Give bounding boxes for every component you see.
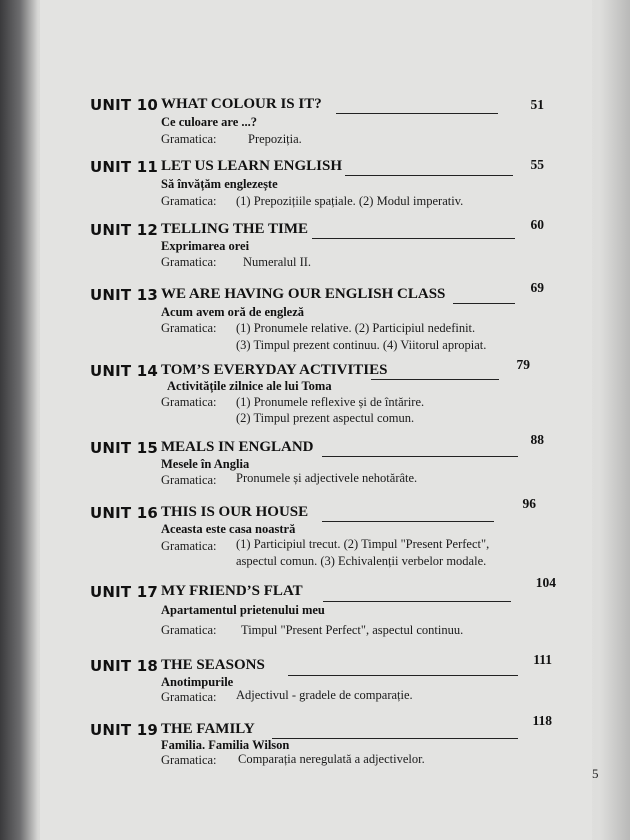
page-number: 79 <box>516 357 530 372</box>
unit-subtitle: Acum avem oră de engleză <box>161 305 305 319</box>
grammar-label: Gramatica: <box>161 132 217 146</box>
unit-number: UNIT 19 <box>90 721 159 739</box>
dot-leader <box>323 601 511 602</box>
grammar-topic: Comparația neregulată a adjectivelor. <box>238 752 425 766</box>
unit-title: THE FAMILY <box>161 721 255 737</box>
grammar-topic: Timpul "Present Perfect", aspectul continuu. <box>241 623 464 637</box>
grammar-label: Gramatica: <box>161 623 217 637</box>
grammar-label: Gramatica: <box>161 753 217 767</box>
grammar-label: Gramatica: <box>161 194 217 208</box>
grammar-label: Gramatica: <box>161 690 217 704</box>
grammar-label: Gramatica: <box>161 255 217 269</box>
grammar-topic: Pronumele și adjectivele nehotărâte. <box>236 471 418 485</box>
unit-title: MY FRIEND’S FLAT <box>161 583 303 599</box>
dot-leader <box>371 379 499 380</box>
unit-subtitle: Aceasta este casa noastră <box>161 522 296 536</box>
grammar-topic: (1) Prepozițiile spațiale. (2) Modul imperativ. <box>236 194 464 208</box>
unit-number: UNIT 18 <box>90 657 159 675</box>
unit-number: UNIT 10 <box>90 96 159 114</box>
unit-title: WE ARE HAVING OUR ENGLISH CLASS <box>161 286 446 302</box>
grammar-topic-line-1: (1) Pronumele reflexive și de întărire. <box>236 395 425 409</box>
unit-subtitle: Anotimpurile <box>161 675 234 689</box>
table-of-contents-page <box>40 0 599 840</box>
grammar-topic: Prepoziția. <box>248 132 302 146</box>
page-number: 111 <box>533 652 552 667</box>
dot-leader <box>312 238 515 239</box>
unit-title: THE SEASONS <box>161 657 265 673</box>
grammar-label: Gramatica: <box>161 539 217 553</box>
unit-title: MEALS IN ENGLAND <box>161 439 314 455</box>
page-number: 104 <box>535 575 556 590</box>
dot-leader <box>322 521 494 522</box>
unit-number: UNIT 15 <box>90 439 159 457</box>
page-number: 60 <box>530 217 544 232</box>
dot-leader <box>288 675 518 676</box>
dot-leader <box>336 113 498 114</box>
page-number: 51 <box>530 97 544 112</box>
grammar-topic-line-2: aspectul comun. (3) Echivalenții verbelor modale. <box>236 554 487 568</box>
grammar-label: Gramatica: <box>161 395 217 409</box>
unit-subtitle: Ce culoare are ...? <box>161 115 258 129</box>
grammar-topic-line-1: (1) Pronumele relative. (2) Participiul nedefinit. <box>236 321 476 335</box>
grammar-topic: Numeralul II. <box>243 255 312 269</box>
unit-subtitle: Apartamentul prietenului meu <box>161 603 325 617</box>
unit-subtitle: Mesele în Anglia <box>161 457 250 471</box>
unit-number: UNIT 12 <box>90 221 159 239</box>
unit-number: UNIT 14 <box>90 362 159 380</box>
dot-leader <box>322 456 518 457</box>
unit-subtitle: Activitățile zilnice ale lui Toma <box>167 379 332 393</box>
unit-title: TELLING THE TIME <box>161 221 308 237</box>
page-number: 55 <box>530 157 544 172</box>
grammar-topic-line-1: (1) Participiul trecut. (2) Timpul "Present Perfect", <box>236 537 490 551</box>
unit-number: UNIT 13 <box>90 286 159 304</box>
grammar-topic-line-2: (2) Timpul prezent aspectul comun. <box>236 411 415 425</box>
page-number: 88 <box>530 432 544 447</box>
unit-title: TOM’S EVERYDAY ACTIVITIES <box>161 362 388 378</box>
dot-leader <box>453 303 515 304</box>
dot-leader <box>272 738 518 739</box>
unit-number: UNIT 11 <box>90 158 159 176</box>
unit-title: LET US LEARN ENGLISH <box>161 158 343 174</box>
unit-title: WHAT COLOUR IS IT? <box>161 96 322 112</box>
page-number: 118 <box>532 713 552 728</box>
dot-leader <box>345 175 513 176</box>
unit-number: UNIT 16 <box>90 504 159 522</box>
page-folio-number: 5 <box>592 766 599 781</box>
grammar-label: Gramatica: <box>161 473 217 487</box>
unit-subtitle: Exprimarea orei <box>161 239 250 253</box>
page-number: 69 <box>530 280 544 295</box>
unit-subtitle: Familia. Familia Wilson <box>161 738 290 752</box>
grammar-topic: Adjectivul - gradele de comparație. <box>236 688 413 702</box>
page-number: 96 <box>522 496 536 511</box>
grammar-topic-line-2: (3) Timpul prezent continuu. (4) Viitorul apropiat. <box>236 338 487 352</box>
unit-number: UNIT 17 <box>90 583 159 601</box>
grammar-label: Gramatica: <box>161 321 217 335</box>
unit-subtitle: Să învățăm englezește <box>161 177 278 191</box>
unit-title: THIS IS OUR HOUSE <box>161 504 309 520</box>
